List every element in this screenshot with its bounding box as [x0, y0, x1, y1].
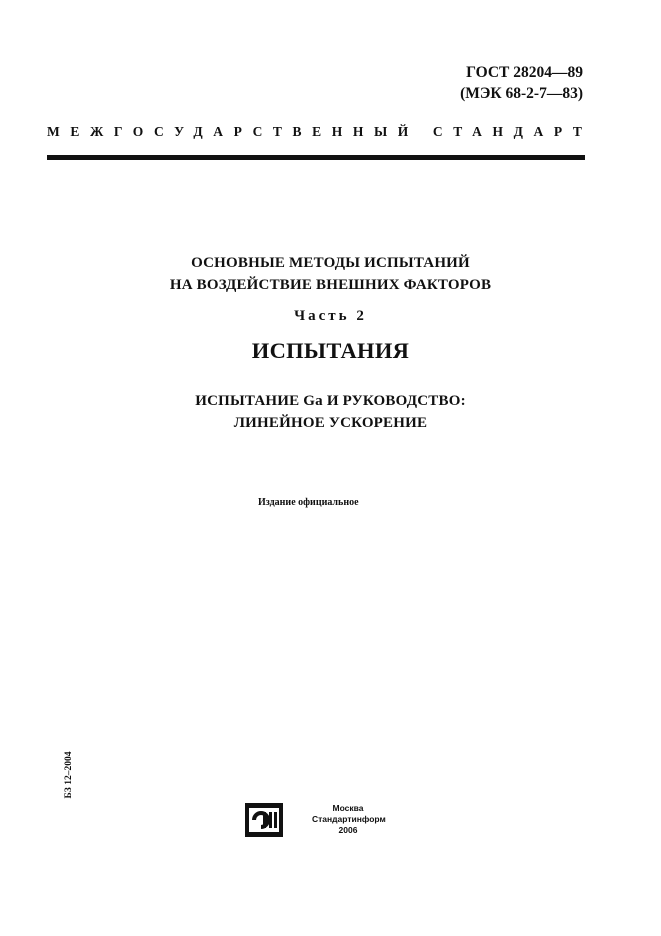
publisher-city: Москва — [332, 803, 364, 813]
subtitle-line-1: ИСПЫТАНИЕ Ga И РУКОВОДСТВО: — [195, 393, 466, 409]
title-line-2: НА ВОЗДЕЙСТВИЕ ВНЕШНИХ ФАКТОРОВ — [169, 277, 492, 293]
standard-number-block — [460, 62, 583, 104]
publisher-block — [312, 803, 384, 836]
standard-type: МЕЖГОСУДАРСТВЕННЫЙ СТАНДАРТ — [47, 124, 593, 139]
standard-number: ГОСТ 28204—89 — [466, 64, 583, 81]
publisher-name: Стандартинформ — [312, 814, 386, 824]
header-rule — [47, 155, 585, 160]
document-subtitle — [0, 390, 661, 434]
iec-number: (МЭК 68-2-7—83) — [460, 85, 583, 102]
title-line-1: ОСНОВНЫЕ МЕТОДЫ ИСПЫТАНИЙ — [191, 255, 470, 271]
subtitle-line-2: ЛИНЕЙНОЕ УСКОРЕНИЕ — [233, 415, 428, 431]
document-title — [0, 252, 661, 296]
publisher-year: 2006 — [338, 825, 358, 835]
standartinform-logo-icon — [245, 803, 283, 837]
edition-label: Издание официальное — [258, 497, 359, 508]
side-code: БЗ 12–2004 — [64, 751, 74, 799]
part-label: Часть 2 — [294, 308, 367, 324]
main-heading: ИСПЫТАНИЯ — [251, 338, 410, 363]
